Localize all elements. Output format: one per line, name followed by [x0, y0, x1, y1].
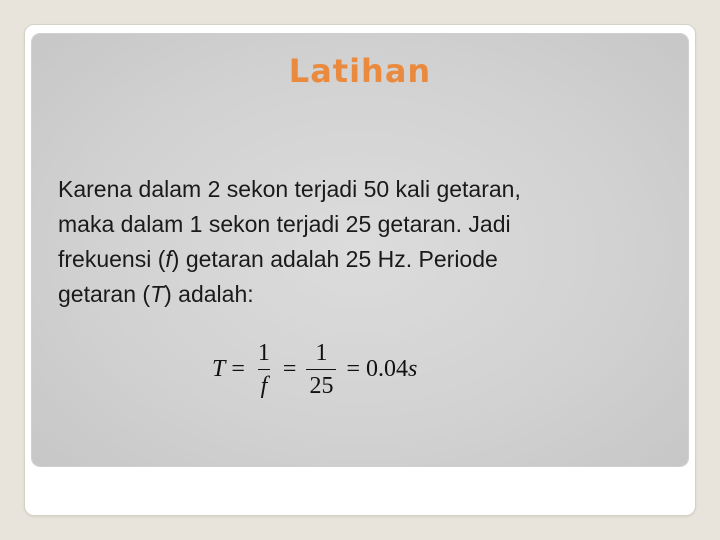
- slide-title: Latihan: [288, 52, 432, 90]
- period-formula: [212, 334, 417, 404]
- body-text: [58, 172, 648, 312]
- body-line-1: Karena dalam 2 sekon terjadi 50 kali getaran,: [58, 176, 521, 202]
- fraction-2-numerator: 1: [315, 339, 328, 366]
- body-line-3a: frekuensi (: [58, 246, 166, 272]
- formula-result: 0.04: [366, 355, 408, 382]
- formula-equals-1: =: [231, 355, 245, 382]
- period-symbol: T: [150, 281, 165, 307]
- frequency-symbol: f: [165, 246, 172, 272]
- fraction-1-numerator: 1: [257, 339, 270, 366]
- formula-lhs: T: [212, 355, 226, 382]
- body-line-4b: ) adalah:: [164, 281, 254, 307]
- fraction-one-over-25: [306, 341, 336, 398]
- formula-equals-3: =: [346, 355, 360, 382]
- fraction-2-denominator: 25: [306, 369, 336, 398]
- fraction-one-over-f: [255, 341, 273, 398]
- body-line-3b: ) getaran adalah 25 Hz. Periode: [171, 246, 498, 272]
- formula-unit: s: [408, 355, 418, 382]
- body-line-4a: getaran (: [58, 281, 151, 307]
- body-line-2: maka dalam 1 sekon terjadi 25 getaran. Jadi: [58, 211, 511, 237]
- fraction-1-denominator: f: [258, 369, 271, 398]
- formula-equals-2: =: [282, 355, 297, 382]
